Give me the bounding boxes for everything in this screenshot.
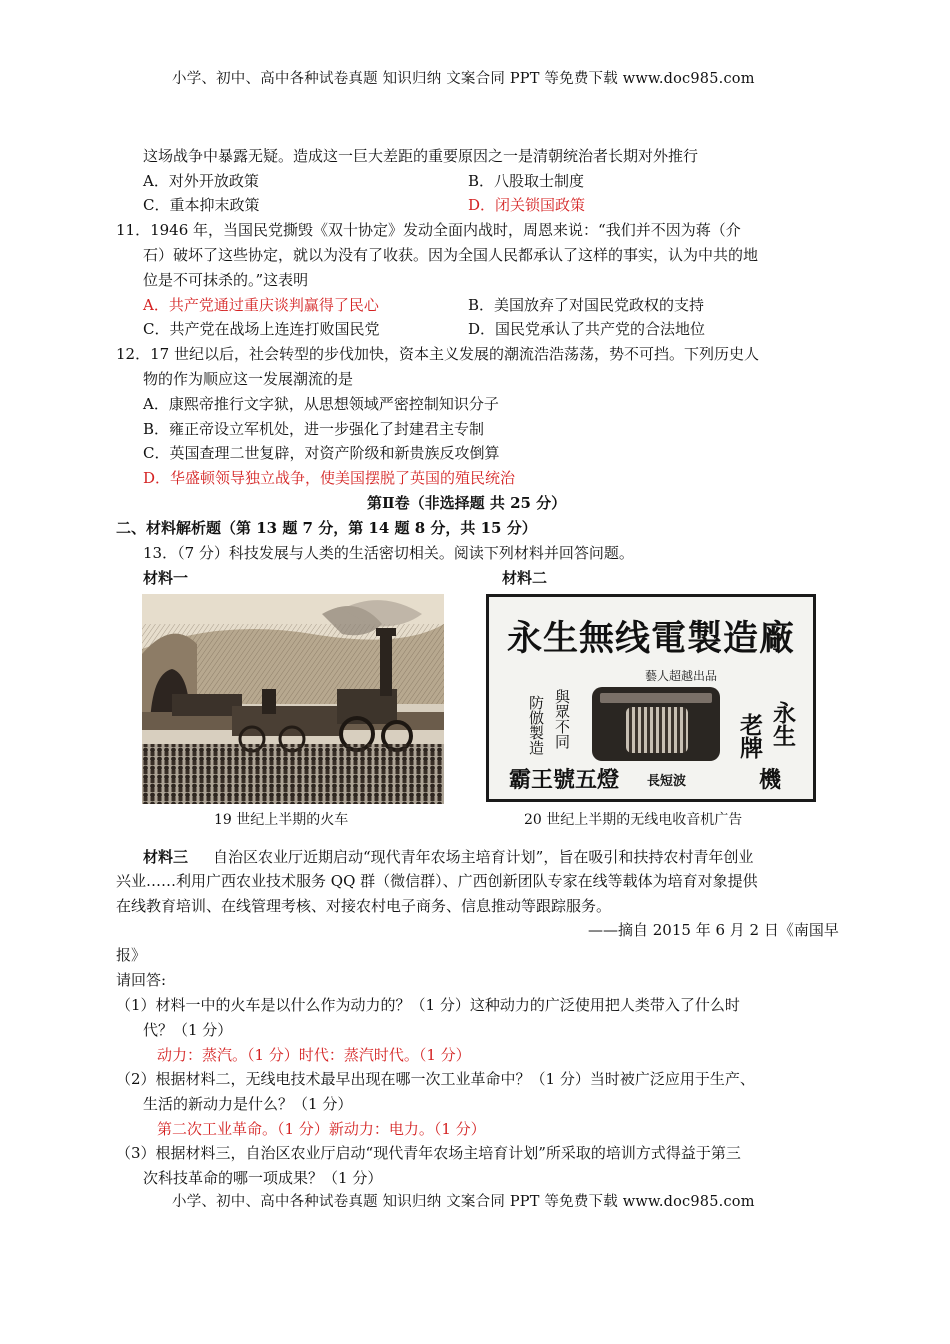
- ad-subtitle: 藝人超越出品: [645, 669, 718, 683]
- please-answer: 请回答:: [116, 971, 167, 989]
- sub1-answer: 动力：蒸汽。（1 分）时代：蒸汽时代。（1 分）: [157, 1046, 471, 1064]
- part2-title: 第Ⅱ卷（非选择题 共 25 分）: [367, 494, 567, 512]
- ad-machine-char: 機: [759, 767, 782, 793]
- q10-option-b: B．八股取士制度: [468, 172, 585, 190]
- q11-option-b: B．美国放弃了对国民党政权的支持: [468, 296, 705, 314]
- q12-stem-line2: 物的作为顺应这一发展潮流的是: [143, 370, 354, 388]
- q10-option-d-answer: D．闭关锁国政策: [468, 196, 586, 214]
- ad-right-column-1: 永生: [769, 701, 796, 747]
- q12-option-a: A．康熙帝推行文字狱，从思想领域严密控制知识分子: [143, 395, 499, 413]
- q11-option-d: D．国民党承认了共产党的合法地位: [468, 320, 706, 338]
- material1-label: 材料一: [143, 569, 189, 587]
- q11-option-a-answer: A．共产党通过重庆谈判赢得了民心: [143, 296, 379, 314]
- q11-stem-line1: 11．1946 年，当国民党撕毁《双十协定》发动全面内战时，周恩来说：“我们并不因为蒋（介: [116, 221, 741, 239]
- q12-option-c: C．英国查理二世复辟，对资产阶级和新贵族反攻倒算: [143, 444, 500, 462]
- q11-stem-line3: 位是不可抹杀的。”这表明: [143, 271, 309, 289]
- material3-source-line1: ——摘自 2015 年 6 月 2 日《南国早: [588, 921, 839, 939]
- material3-line3: 在线教育培训、在线管理考核、对接农村电子商务、信息推动等跟踪服务。: [116, 897, 612, 915]
- ad-right-column-2: 老牌: [736, 713, 763, 759]
- material3-label: 材料三: [143, 848, 189, 866]
- sub1-line1: （1）材料一中的火车是以什么作为动力的？（1 分）这种动力的广泛使用把人类带入了什么时: [116, 996, 740, 1014]
- material2-label: 材料二: [502, 569, 548, 587]
- ad-model-name: 霸王號五燈: [509, 767, 620, 793]
- q13-intro: 13．（7 分）科技发展与人类的生活密切相关。阅读下列材料并回答问题。: [143, 544, 634, 562]
- image1-caption: 19 世纪上半期的火车: [214, 812, 349, 828]
- material3-line1: 自治区农业厅近期启动“现代青年农场主培育计划”，旨在吸引和扶持农村青年创业: [213, 848, 754, 866]
- q10-stem: 这场战争中暴露无疑。造成这一巨大差距的重要原因之一是清朝统治者长期对外推行: [143, 147, 699, 165]
- ad-left-column-1: 與眾不同: [553, 689, 571, 749]
- material3-line2: 兴业……利用广西农业技术服务 QQ 群（微信群）、广西创新团队专家在线等载体为培育对象提供: [116, 872, 758, 890]
- q12-option-b: B．雍正帝设立军机处，进一步强化了封建君主专制: [143, 420, 485, 438]
- sub2-line2: 生活的新动力是什么？（1 分）: [143, 1095, 353, 1113]
- page-footer: 小学、初中、高中各种试卷真题 知识归纳 文案合同 PPT 等免费下载 www.doc985.com: [172, 1194, 755, 1210]
- sub2-answer: 第二次工业革命。（1 分）新动力：电力。（1 分）: [157, 1120, 486, 1138]
- q12-option-d-answer: D．华盛顿领导独立战争，使美国摆脱了英国的殖民统治: [143, 469, 516, 487]
- train-illustration: [142, 594, 444, 804]
- sub3-line1: （3）根据材料三，自治区农业厅启动“现代青年农场主培育计划”所采取的培训方式得益于第三: [116, 1144, 741, 1162]
- material3-source-line2: 报》: [116, 946, 147, 964]
- radio-illustration: [592, 687, 720, 761]
- sub3-line2: 次科技革命的哪一项成果？（1 分）: [143, 1169, 383, 1187]
- ad-title: 永生無线電製造廠: [506, 619, 795, 659]
- image2-caption: 20 世纪上半期的无线电收音机广告: [524, 812, 743, 828]
- ad-left-column-2: 防倣製造: [527, 695, 545, 755]
- q10-option-a: A．对外开放政策: [143, 172, 259, 190]
- sub2-line1: （2）根据材料二，无线电技术最早出现在哪一次工业革命中？（1 分）当时被广泛应用于生产、: [116, 1070, 755, 1088]
- q11-stem-line2: 石）破坏了这些协定，就以为没有了收获。因为全国人民都承认了这样的事实，认为中共的地: [143, 246, 759, 264]
- sub1-line2: 代？（1 分）: [143, 1021, 233, 1039]
- page-header: 小学、初中、高中各种试卷真题 知识归纳 文案合同 PPT 等免费下载 www.doc985.com: [172, 71, 755, 87]
- q10-option-c: C．重本抑末政策: [143, 196, 260, 214]
- q11-option-c: C．共产党在战场上连连打败国民党: [143, 320, 380, 338]
- q12-stem-line1: 12．17 世纪以后，社会转型的步伐加快，资本主义发展的潮流浩浩荡荡，势不可挡。下列历史人: [116, 345, 759, 363]
- radio-advertisement: [486, 594, 816, 802]
- ad-band-label: 長短波: [647, 774, 687, 789]
- section2-title: 二、材料解析题（第 13 题 7 分，第 14 题 8 分，共 15 分）: [116, 519, 537, 537]
